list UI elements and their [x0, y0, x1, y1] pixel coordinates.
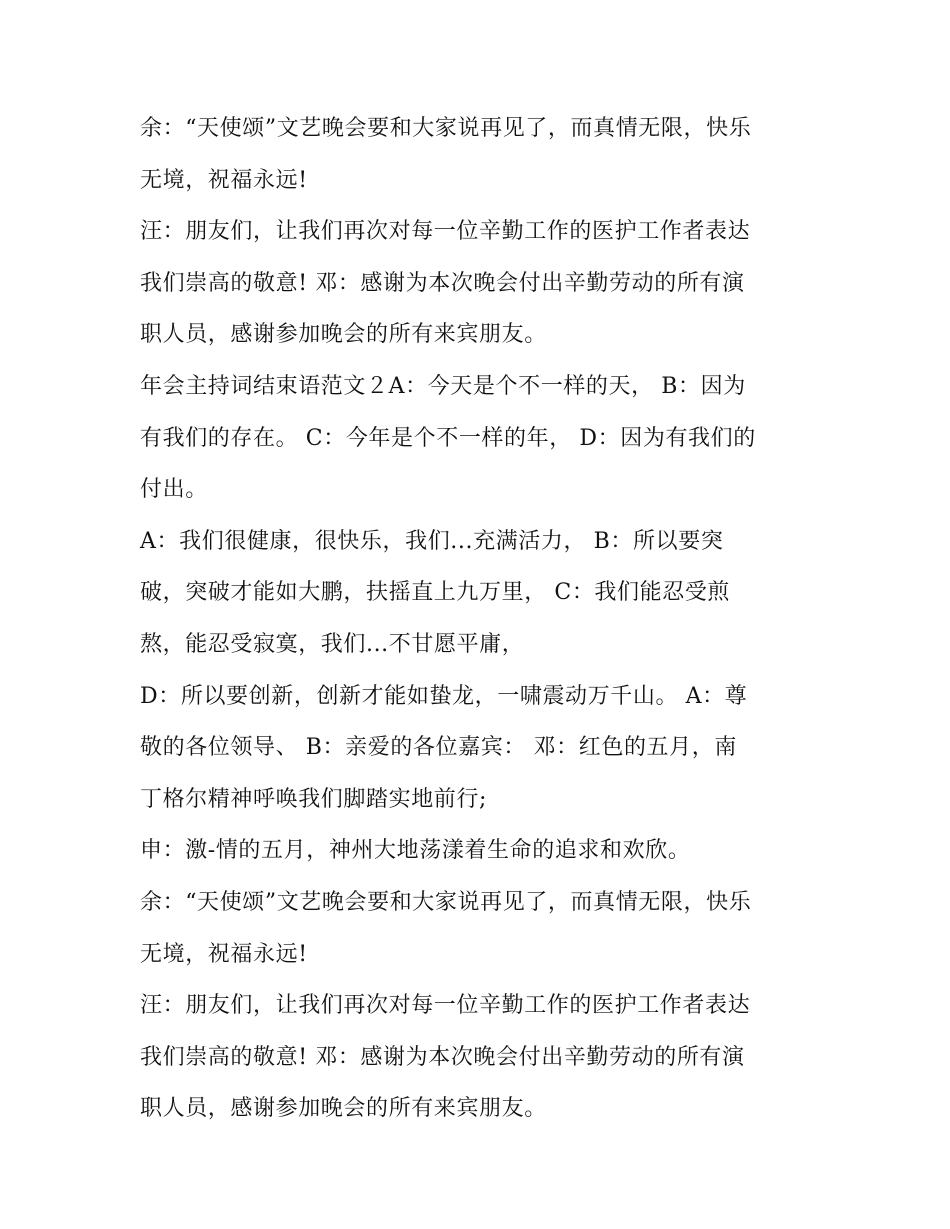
- text-line: 汪：朋友们，让我们再次对每一位辛勤工作的医护工作者表达: [140, 219, 751, 245]
- text-line: 余：“天使颂”文艺晚会要和大家说再见了，而真情无限，快乐: [140, 116, 752, 141]
- text-line: 无境，祝福永远!: [140, 167, 308, 193]
- text-line: 有我们的存在。 C：今年是个不一样的年， D：因为有我们的: [140, 425, 756, 451]
- text-line: 我们崇高的敬意! 邓：感谢为本次晚会付出辛勤劳动的所有演: [140, 270, 745, 296]
- text-line: 丁格尔精神呼唤我们脚踏实地前行;: [140, 786, 488, 812]
- text-line: 敬的各位领导、 B：亲爱的各位嘉宾： 邓：红色的五月，南: [140, 735, 737, 761]
- text-line: 年会主持词结束语范文２A：今天是个不一样的天， B：因为: [140, 373, 746, 399]
- text-line: A：我们很健康，很快乐，我们...充满活力， B：所以要突: [140, 528, 724, 554]
- text-line: 职人员，感谢参加晚会的所有来宾朋友。: [140, 322, 547, 348]
- text-line: D：所以要创新，创新才能如蛰龙，一啸震动万千山。 A：尊: [140, 683, 748, 709]
- text-line: 汪：朋友们，让我们再次对每一位辛勤工作的医护工作者表达: [140, 993, 751, 1019]
- text-line: 破，突破才能如大鹏，扶摇直上九万里， C：我们能忍受煎: [140, 580, 731, 606]
- text-line: 我们崇高的敬意! 邓：感谢为本次晚会付出辛勤劳动的所有演: [140, 1044, 745, 1070]
- text-line: 申：激-情的五月，神州大地荡漾着生命的追求和欢欣。: [140, 838, 691, 864]
- text-line: 熬，能忍受寂寞，我们...不甘愿平庸，: [140, 631, 525, 657]
- text-line: 付出。: [140, 477, 208, 503]
- text-line: 无境，祝福永远!: [140, 941, 308, 967]
- text-line: 职人员，感谢参加晚会的所有来宾朋友。: [140, 1096, 547, 1122]
- text-line: 余：“天使颂”文艺晚会要和大家说再见了，而真情无限，快乐: [140, 889, 752, 915]
- document-body: [140, 103, 820, 1135]
